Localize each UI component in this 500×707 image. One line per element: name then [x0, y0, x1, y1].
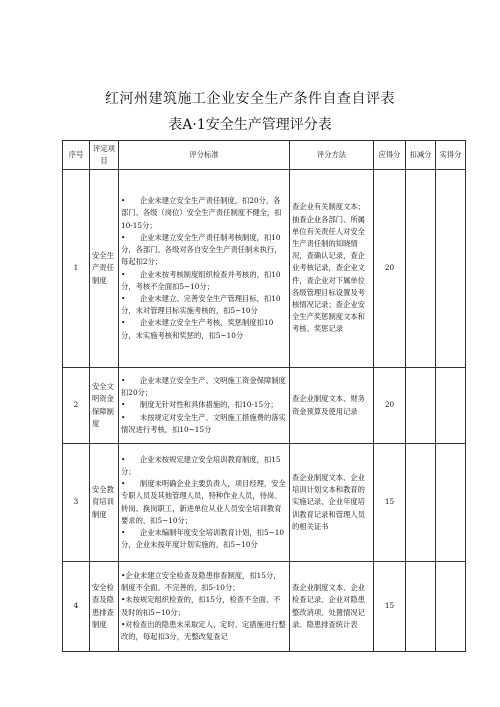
row-standard	[119, 368, 290, 444]
row-score: 20	[374, 170, 406, 368]
page-title: 红河州建筑施工企业安全生产条件自查自评表	[105, 91, 395, 107]
standard-clause: •企业未建立安全检查及隐患排查制度，扣15分，制度不全面、不完善的，扣5-10分；	[121, 570, 281, 593]
table-row	[63, 170, 466, 368]
header-actual: 实得分	[436, 141, 466, 170]
header-score: 应得分	[374, 141, 406, 170]
table-row	[63, 368, 466, 444]
row-standard	[119, 562, 290, 652]
row-item: 安全教育培训制度	[90, 444, 119, 562]
standard-clause: • 企业未建立安全生产责任制考核制度，扣10分，各部门、各级对各自安全生产责任制未执行，每起扣2分；	[121, 232, 282, 267]
row-item: 安全生产责任制度	[90, 170, 119, 368]
standard-clause: •未按规定组织检查的，扣15分，检查不全面、不及时的扣5~10分；	[121, 595, 281, 617]
row-score: 15	[374, 562, 406, 652]
row-actual	[436, 170, 466, 368]
row-standard	[119, 444, 290, 562]
row-score: 15	[374, 444, 406, 562]
standard-clause: • 企业未按规定建立安全培训教育制度，扣15分；	[121, 454, 281, 476]
standard-clause: • 企业未建立安全生产责任制度，扣20分，各部门、各级（岗位）安全生产责任制度不健全，扣10-15分；	[121, 196, 282, 230]
row-item: 安全检查及隐患排查制度	[90, 562, 119, 652]
table-header-row	[63, 141, 466, 170]
row-no: 4	[63, 562, 90, 652]
row-actual	[436, 562, 466, 652]
header-method: 评分方法	[290, 141, 374, 170]
row-method: 查企业制度文本、财务资金预算及使用记录	[290, 368, 374, 444]
row-standard	[119, 170, 290, 368]
row-method: 查企业制度文本、企业检查记录、企业对隐患整改消项、处置情况记录、隐患排查统计表	[290, 562, 374, 652]
standard-clause: • 企业未按考核制度组织检查并考核的，扣10分，考核不全面扣5~10分；	[121, 269, 281, 291]
row-deduct	[406, 368, 436, 444]
row-actual	[436, 444, 466, 562]
standard-clause: • 未按规定对安全生产、文明施工措施费的落实情况进行考核，扣10~15分	[121, 412, 286, 434]
table-row	[63, 562, 466, 652]
header-item: 评定项目	[90, 141, 119, 170]
standard-clause: • 制度未明确企业主要负责人，项目经理，安全专职人员及其他管理人员，特种作业人员，待岗、转岗、换岗职工，新进单位从业人员安全培训教育要求的，扣5~10分；	[121, 479, 286, 525]
header-standard: 评分标准	[119, 141, 290, 170]
row-method: 查企业制度文本、企业培训计划文本和教育的实施记录、企业年度培训教育记录和管理人员的相关证书	[290, 444, 374, 562]
row-method: 查企业有关制度文本；抽查企业各部门、所属单位有关责任人对安全生产责任制的知晓情况，查确认记录，查企业考核记录，查企业文件，查企业对下属单位各级管理目标设置及考核情况记录；查企业安全生产奖惩制度文本和考核、奖惩记录	[290, 170, 374, 368]
table-caption: 表A·1安全生产管理评分表	[168, 117, 332, 133]
header-no: 序号	[63, 141, 90, 170]
table-row	[63, 444, 466, 562]
row-item: 安全文明资金保障制度	[90, 368, 119, 444]
header-deduct: 扣减分	[406, 141, 436, 170]
standard-clause: • 企业未编制年度安全培训教育计划，扣5~10分，企业未按年度计划实施的，扣5~10分	[121, 527, 284, 550]
row-no: 3	[63, 444, 90, 562]
row-deduct	[406, 562, 436, 652]
row-no: 1	[63, 170, 90, 368]
row-score: 20	[374, 368, 406, 444]
standard-clause: • 企业未建立、完善安全生产管理目标，扣10分，未对管理目标实施考核的，扣5~10分	[121, 293, 281, 316]
standard-clause: •对检查出的隐患未采取定人、定时、定措施进行整改的，每起扣3分，无整改复查记	[121, 619, 286, 641]
row-no: 2	[63, 368, 90, 444]
standard-clause: • 企业未建立安全生产考核、奖惩制度扣10分，未实施考核和奖惩的，扣5~10分	[121, 318, 274, 340]
standard-clause: • 制度无针对性和具体措施的，扣10-15分；	[121, 400, 278, 410]
scoring-table	[62, 140, 466, 652]
standard-clause: • 企业未建立安全生产、文明施工资金保障制度扣20分；	[121, 375, 286, 398]
row-actual	[436, 368, 466, 444]
row-deduct	[406, 444, 436, 562]
row-deduct	[406, 170, 436, 368]
